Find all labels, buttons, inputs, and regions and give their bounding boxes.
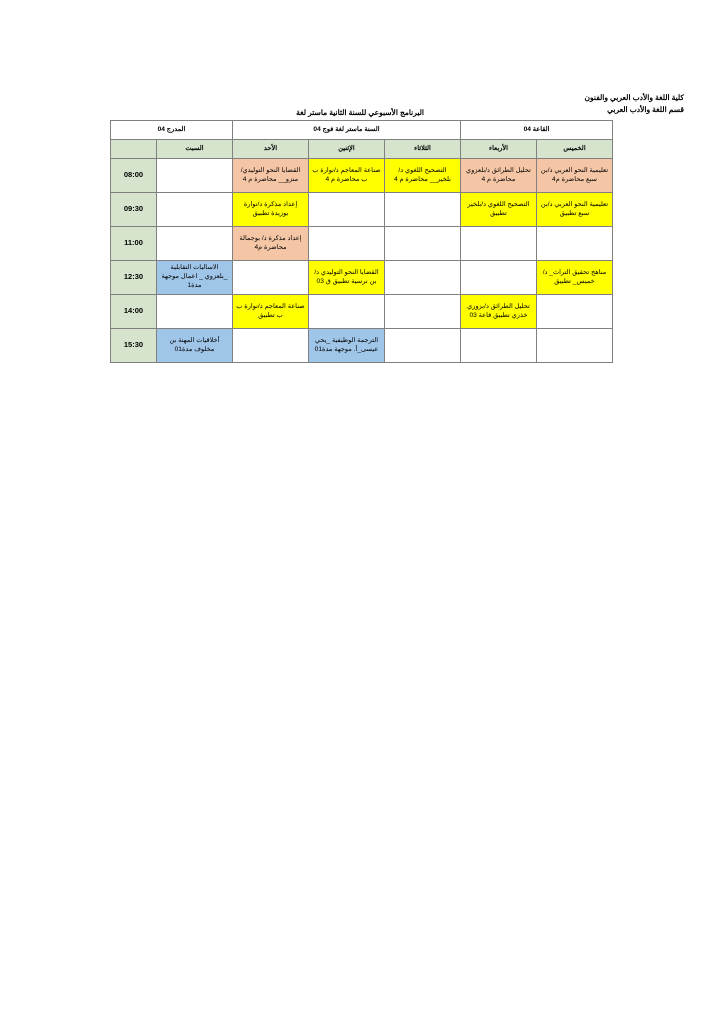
day-header-time-corner [110, 140, 156, 159]
table-row [110, 227, 612, 261]
session-cell [461, 227, 537, 261]
session-cell [385, 329, 461, 363]
session-cell [233, 261, 309, 295]
session-cell: القضايا النحو التوليدي د/بن نرسية تطبيق ق 03 [309, 261, 385, 295]
table-row [110, 329, 612, 363]
group-header-hall-left: القاعة 04 [461, 121, 613, 140]
group-header-hall-right: المدرج 04 [110, 121, 232, 140]
table-row [110, 193, 612, 227]
session-cell [537, 329, 613, 363]
department-name: قسم اللغة والأدب العربي [607, 104, 684, 114]
session-cell: مناهج تحقيق التراث_ د/ خميس_ تطبيق [537, 261, 613, 295]
row-time-label: 15:30 [110, 329, 156, 363]
row-time-label: 11:00 [110, 227, 156, 261]
session-cell [385, 295, 461, 329]
session-cell [461, 329, 537, 363]
session-cell [157, 227, 233, 261]
row-time-label: 09:30 [110, 193, 156, 227]
session-cell [157, 159, 233, 193]
day-header-thoulatha: الثلاثاء [385, 140, 461, 159]
session-cell [537, 295, 613, 329]
schedule-subtitle: البرنامج الأسبوعي للسنة الثانية ماستر لغة [296, 108, 424, 117]
faculty-header [585, 92, 684, 115]
timetable-body [110, 159, 612, 363]
row-time-label: 12:30 [110, 261, 156, 295]
table-row [110, 159, 612, 193]
table-row [110, 261, 612, 295]
session-cell: أخلاقيات المهنة بن مخلوف مدة01 [157, 329, 233, 363]
day-header-ahad: الأحد [233, 140, 309, 159]
session-cell [461, 261, 537, 295]
session-cell: صناعة المعاجم د/نوارة ب ب محاضرة م 4 [309, 159, 385, 193]
session-cell [157, 295, 233, 329]
session-cell [537, 227, 613, 261]
session-cell [157, 193, 233, 227]
session-cell [309, 193, 385, 227]
timetable [110, 120, 613, 363]
session-cell: إعداد مذكرة د/ بوجمالة محاضرة م4 [233, 227, 309, 261]
day-header-row [110, 140, 612, 159]
group-header-row [110, 121, 612, 140]
session-cell: التصحيح اللغوي د/بلخير تطبيق [461, 193, 537, 227]
faculty-name: كلية اللغة والأدب العربي والفنون [584, 93, 684, 102]
day-header-khamis: الخميس [537, 140, 613, 159]
session-cell [385, 261, 461, 295]
timetable-head [110, 121, 612, 159]
day-header-ithnayn: الإثنين [309, 140, 385, 159]
session-cell: التصحيح اللغوي د/ بلخير__ محاضرة م 4 [385, 159, 461, 193]
row-time-label: 08:00 [110, 159, 156, 193]
row-time-label: 14:00 [110, 295, 156, 329]
day-header-sabt: السبت [157, 140, 233, 159]
timetable-container [111, 120, 613, 363]
session-cell [309, 295, 385, 329]
session-cell [233, 329, 309, 363]
table-row [110, 295, 612, 329]
session-cell: تحليل الطرائق د/بلعزوي محاضرة م 4 [461, 159, 537, 193]
session-cell: الترجمة الوظيفية _يحي عيسى_أ. موجهة مدة01 [309, 329, 385, 363]
day-header-arbiaa: الأربعاء [461, 140, 537, 159]
session-cell: تحليل الطرائق د/بزوري خذري تطبيق قاعة 03 [461, 295, 537, 329]
session-cell [309, 227, 385, 261]
session-cell: صناعة المعاجم د/نوارة ب ب تطبيق [233, 295, 309, 329]
session-cell: تعليمية النحو العربي د/بن سبع تطبيق [537, 193, 613, 227]
session-cell: القضايا النحو التوليدي/ منزو__ محاضرة م 4 [233, 159, 309, 193]
session-cell [385, 227, 461, 261]
session-cell: الاساليات التقابلية _بلعزوي _ اعمال موجهة مدة1 [157, 261, 233, 295]
session-cell: إعداد مذكرة د/نوارة بوزيدة تطبيق [233, 193, 309, 227]
session-cell: تعليمية النحو العربي د/بن سبع محاضرة م4 [537, 159, 613, 193]
group-header-center: السنة ماستر لغة فوج 04 [233, 121, 461, 140]
session-cell [385, 193, 461, 227]
